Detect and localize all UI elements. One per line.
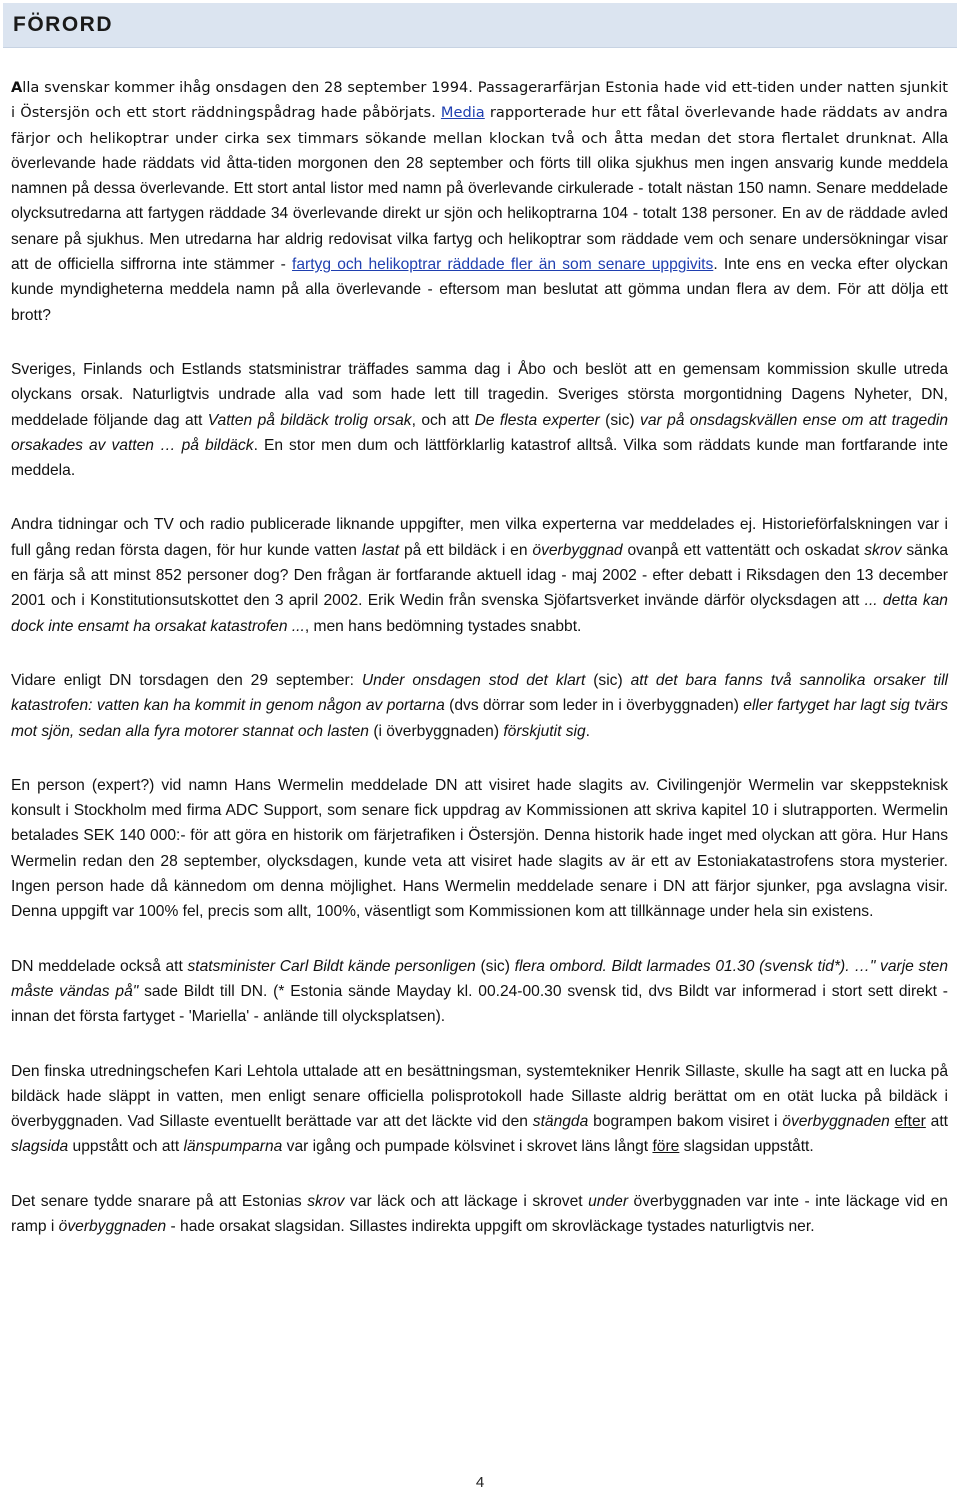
italic-word: slagsida xyxy=(11,1138,69,1156)
text-run: (dvs dörrar som leder in i överbyggnaden) xyxy=(444,697,744,715)
text-run: uppstått och att xyxy=(68,1138,184,1156)
paragraph-2 xyxy=(11,357,948,483)
italic-word: stängda xyxy=(532,1113,589,1131)
drop-letter: A xyxy=(11,79,23,96)
text-run: överbyggnaden var inte - inte läckage vid en ramp i xyxy=(11,1192,948,1235)
italic-word: överbyggnad xyxy=(532,541,623,559)
text-run: var läck och att läckage i skrovet xyxy=(344,1192,589,1210)
paragraph-4 xyxy=(11,668,948,744)
media-link[interactable]: Media xyxy=(440,104,485,122)
text-run: slagsidan uppstått. xyxy=(679,1138,814,1156)
paragraph-3 xyxy=(11,512,948,638)
paragraph-6 xyxy=(11,954,948,1030)
document-body xyxy=(11,75,948,1239)
paragraph-7 xyxy=(11,1059,948,1160)
text-run: , och att xyxy=(411,411,475,429)
italic-word: länspumparna xyxy=(183,1138,283,1156)
text-run: - hade orsakat slagsidan. Sillastes indirekta uppgift om skrovläckage tystades naturligtvis ner. xyxy=(166,1217,815,1235)
text-run: Det senare tydde snarare på att Estonias xyxy=(11,1192,308,1210)
text-run: ovanpå ett vattentätt och oskadat xyxy=(622,541,865,559)
text-run: Den finska utredningschefen Kari Lehtola uttalade att en besättningsman, systemtekniker Henrik Sillaste, skulle ha sagt att en lucka på bildäck hade släppt in vatten, men enligt senare officiella polisprotokoll hade Sillaste aldrig berättat om en otät lucka på bildäck i överbyggnaden. Vad Sillaste eventuellt berättade var att det läckte vid den xyxy=(11,1062,948,1131)
italic-quote: ... detta kan dock inte ensamt ha orsakat katastrofen ... xyxy=(11,592,948,635)
text-run: lla svenskar kommer ihåg onsdagen den 28 september 1994. Passagerarfärjan Estonia hade vid ett-tiden under natten sjunkit i Östersjön och ett stort räddningspådrag hade påbörjats. xyxy=(11,79,948,122)
text-run: bogrampen bakom visiret i xyxy=(588,1113,783,1131)
italic-word: under xyxy=(588,1192,629,1210)
text-run: rapporterade hur ett fåtal överlevande hade räddats av andra färjor och helikoptrar under cirka sex timmars sökande mellan klockan två och åtta medan det stora flertalet drunknat. xyxy=(11,104,948,147)
italic-quote: att det bara fanns två sannolika orsaker till katastrofen: vatten kan ha kommit in genom någon av portarna xyxy=(11,671,949,715)
italic-word: skrov xyxy=(307,1192,345,1210)
italic-quote: Under onsdagen stod det klart xyxy=(361,671,586,689)
section-header-bar xyxy=(3,3,957,48)
italic-quote: statsminister Carl Bildt kände personligen xyxy=(187,957,476,975)
underlined-word: efter xyxy=(894,1113,926,1131)
text-run: (sic) xyxy=(475,957,515,975)
italic-word: överbyggnaden xyxy=(782,1113,890,1131)
italic-quote: Vatten på bildäck trolig orsak xyxy=(207,411,412,429)
text-run: , men hans bedömning tystades snabbt. xyxy=(304,617,582,635)
italic-quote: flera ombord. Bildt larmades 01.30 (svensk tid*). …" varje sten måste vändas på" xyxy=(11,957,949,1000)
text-run: Andra tidningar och TV och radio publicerade liknande uppgifter, men vilka experterna var meddelades ej. Historieförfalskningen var i full gång redan första dagen, för hur kunde vatten xyxy=(11,516,948,559)
italic-quote: eller fartyget har lagt sig tvärs mot sjön, sedan alla fyra motorer stannat och lasten xyxy=(11,697,949,740)
text-run: sade Bildt till DN. (* Estonia sände Mayday kl. 00.24-00.30 svensk tid, dvs Bildt var informerad i stort sett direkt - innan det första fartyget - 'Mariella' - anlände till olycksplatsen). xyxy=(11,982,948,1026)
text-run: . Inte ens en vecka efter olyckan kunde myndigheterna meddela namn på alla överlevande - eftersom man beslutat att gömma undan flera av dem. För att dölja ett brott? xyxy=(11,256,949,324)
text-run: att xyxy=(925,1113,948,1131)
italic-quote: De flesta experter xyxy=(474,411,600,429)
italic-word: överbyggnaden xyxy=(58,1217,167,1235)
text-run: (sic) xyxy=(585,671,631,689)
text-run: En person (expert?) vid namn Hans Wermelin meddelade DN att visiret hade slagits av. Civilingenjör Wermelin var skeppsteknisk konsult i Stockholm med firma ADC Support, som senare fick uppdrag av Kommissionen att skriva kapitel 10 i slutrapporten. Wermelin betalades SEK 140 000:- för att göra en historik om färjetrafiken i Östersjön. Denna historik hade inget med olyckan att göra. Hur Hans Wermelin redan den 28 september, olycksdagen, kunde veta att visiret hade slagits av är ett av Estoniakatastrofens stora mysterier. Ingen person hade då kännedom om denna möjlighet. Hans Wermelin meddelade senare i DN att färjor sjunker, pga avslagna visir. Denna uppgift var 100% fel, precis som allt, 100%, väsentligt som Kommissionen kom att tillkännage under hela sin existens. xyxy=(11,776,948,921)
text-run: . xyxy=(585,722,591,740)
text-run: . En stor men dum och lättförklarlig katastrof alltså. Vilka som räddats kunde man fortfarande inte meddela. xyxy=(11,436,948,480)
paragraph-8 xyxy=(11,1189,948,1240)
rescue-vessels-link[interactable]: fartyg och helikoptrar räddade fler än som senare uppgivits xyxy=(292,256,714,274)
underlined-word: före xyxy=(652,1138,680,1156)
paragraph-5 xyxy=(11,773,948,925)
text-run: DN meddelade också att xyxy=(11,957,188,975)
text-run: Sveriges, Finlands och Estlands statsministrar träffades samma dag i Åbo och beslöt att en gemensam kommission skulle utreda olyckans orsak. Naturligtvis undrade alla vad som hade lett till tragedin. Sveriges största morgontidning Dagens Nyheter, DN, meddelade följande dag att xyxy=(11,360,948,429)
paragraph-1 xyxy=(11,75,948,328)
text-run: (sic) xyxy=(599,411,641,429)
text-run: på ett bildäck i en xyxy=(399,541,533,559)
page-number: 4 xyxy=(475,1474,485,1491)
text-run: var igång och pumpade kölsvinet i skrovet läns långt xyxy=(282,1138,653,1156)
text-run: sänka en färja så att minst 852 personer dog? Den frågan är fortfarande aktuell idag - maj 2002 - efter debatt i Riksdagen den 13 december 2001 och i Konstitutionsutskottet den 3 april 2002. Erik Wedin från svenska Sjöfartsverket invände därför olycksdagen att xyxy=(11,541,948,610)
italic-quote: var på onsdagskvällen ense om att tragedin orsakades av vatten … på bildäck xyxy=(11,411,949,454)
text-run: Alla överlevande hade räddats vid åtta-tiden morgonen den 28 september och förts till olika sjukhus men ingen ansvarig kunde meddela namnen på dessa överlevande. Ett stort antal listor med namn på överlevande cirkulerade - totalt nästan 150 namn. Senare meddelade olycksutredarna att fartygen räddade 34 överlevande direkt ur sjön och helikoptrarna 104 - totalt 138 personer. En av de räddade avled senare på sjukhus. Men utredarna har aldrig redovisat vilka fartyg och helikoptrar som räddade vem och senare undersökningar visar att de officiella siffrorna inte stämmer - xyxy=(11,129,948,274)
italic-word: lastat xyxy=(361,541,400,559)
italic-word: skrov xyxy=(864,541,902,559)
italic-quote: förskjutit sig xyxy=(503,722,586,740)
text-run: (i överbyggnaden) xyxy=(368,722,504,740)
text-run: Vidare enligt DN torsdagen den 29 september: xyxy=(11,671,362,689)
page-title: FÖRORD xyxy=(13,13,113,36)
